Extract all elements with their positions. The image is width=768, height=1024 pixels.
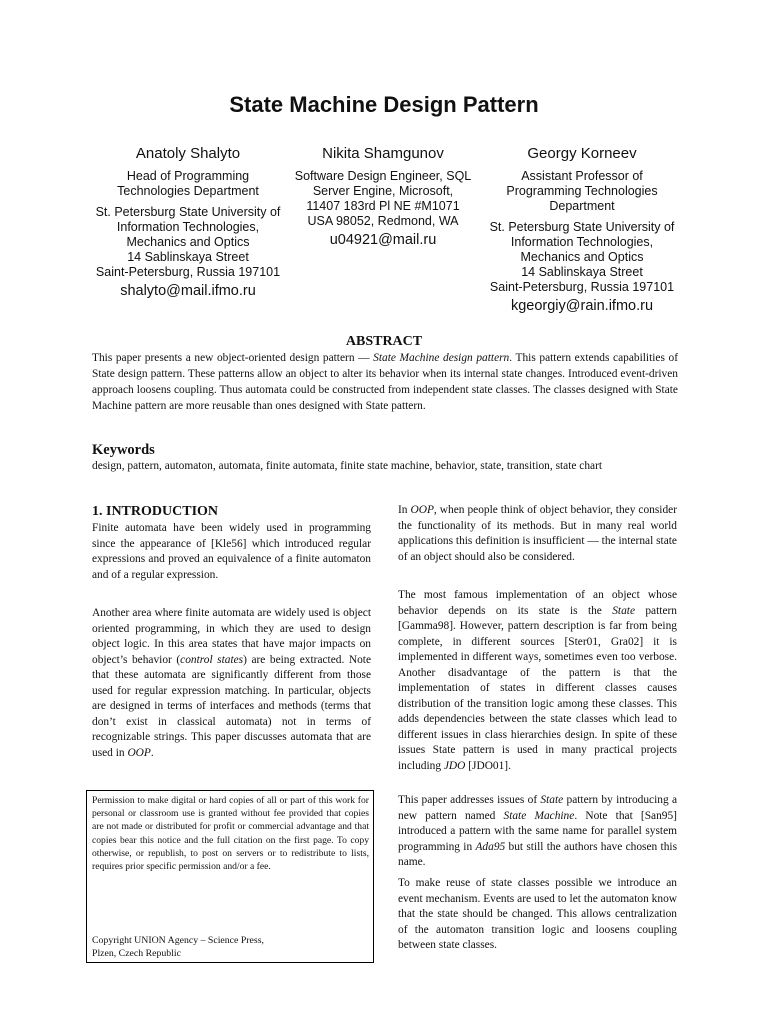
keywords-text: design, pattern, automaton, automata, finite automata, finite state machine, behavior, state, transition, state chart xyxy=(92,460,603,472)
author-position-line: Server Engine, Microsoft, xyxy=(312,184,454,198)
copyright-line: Copyright UNION Agency – Science Press, xyxy=(92,935,264,946)
author-email[interactable]: kgeorgiy@rain.ifmo.ru xyxy=(510,298,654,314)
intro-paragraph: In OOP, when people think of object behavior, they consider the functionality of its methods. But in many real world applications this definition is insufficient — the internal state of an object should also be considered. xyxy=(398,504,677,563)
permission-text: Permission to make digital or hard copies of all or part of this work for personal or classroom use is granted without fee provided that copies are not made or distributed for profit or commercial advantage and that copies bear this notice and the full citation on the first page. To copy otherwise, or republish, to post on servers or to redistribute to lists, requires prior specific permission and/or a fee. xyxy=(92,795,369,873)
author-affiliation-line: 14 Sablinskaya Street xyxy=(521,265,643,279)
intro-paragraph: Another area where finite automata are widely used is object oriented programming, in which they are used to design object logic. In this area states that have major impacts on object’s behavior (control states) are being extracted. Note that these automata are significantly different from those used for regular expression matching. In particular, objects are designed in terms of interfaces and methods (terms that don’t exist in classical automata) not in terms of recognizable strings. This paper discusses automata that are used in OOP. xyxy=(92,607,371,759)
author-position-line: Programming Technologies xyxy=(506,184,658,198)
author-email[interactable]: shalyto@mail.ifmo.ru xyxy=(120,283,256,299)
permission-box xyxy=(86,790,374,963)
abstract-text: This paper presents a new object-oriented design pattern — State Machine design pattern. This pattern extends capabilities of State design pattern. These patterns allow an object to alter its behavior when its internal state changes. Introduced event-driven approach loosens coupling. Thus automata could be constructed from independent state classes. The classes designed with State Machine pattern are more reusable than ones designed with State pattern. xyxy=(92,352,679,412)
author-name: Georgy Korneev xyxy=(527,145,637,162)
author-affiliation-line: St. Petersburg State University of xyxy=(95,205,281,219)
author-affiliation-line: 14 Sablinskaya Street xyxy=(127,250,249,264)
author-position-line: Technologies Department xyxy=(117,184,259,198)
author-affiliation-line: Saint-Petersburg, Russia 197101 xyxy=(95,265,281,279)
author-affiliation-line: Information Technologies, xyxy=(116,220,260,234)
author-block-shalyto xyxy=(82,145,294,299)
author-position-line: Assistant Professor of xyxy=(521,169,643,183)
author-position-line: 11407 183rd Pl NE #M1071 xyxy=(306,199,460,213)
author-affiliation-line: Mechanics and Optics xyxy=(126,235,250,249)
paper-title: State Machine Design Pattern xyxy=(229,92,539,117)
author-position-line: Head of Programming xyxy=(126,169,250,183)
author-position-line: Department xyxy=(549,199,615,213)
intro-paragraph: To make reuse of state classes possible we introduce an event mechanism. Events are used to let the automaton know that the state should be changed. This allows centralization of the automaton transition logic and loosens coupling between state classes. xyxy=(398,877,677,951)
intro-paragraph: Finite automata have been widely used in programming since the appearance of [Kle56] which introduced regular expressions and proved an equivalence of a finite automaton and of a regular expression. xyxy=(92,522,371,581)
author-block-korneev xyxy=(478,145,686,314)
author-affiliation-line: Saint-Petersburg, Russia 197101 xyxy=(489,280,675,294)
author-affiliation-line: St. Petersburg State University of xyxy=(489,220,675,234)
author-position-line: USA 98052, Redmond, WA xyxy=(307,214,459,228)
abstract-heading: ABSTRACT xyxy=(345,334,423,349)
introduction-heading: 1. INTRODUCTION xyxy=(92,504,219,519)
author-name: Nikita Shamgunov xyxy=(322,145,444,162)
author-affiliation-line: Information Technologies, xyxy=(510,235,654,249)
author-name: Anatoly Shalyto xyxy=(135,145,241,162)
copyright-notice xyxy=(92,934,369,960)
author-position-line: Software Design Engineer, SQL xyxy=(294,169,472,183)
intro-paragraph: This paper addresses issues of State pattern by introducing a new pattern named State Machine. Note that [San95] introduced a pattern with the same name for parallel system programming in Ada95 but still the authors have chosen this name. xyxy=(398,794,677,868)
intro-paragraph: The most famous implementation of an object whose behavior depends on its state is the State pattern [Gamma98]. However, pattern description is far from being complete, in different sources [Ster01, Gra02] it is implemented in different ways, sometimes even too verbose. Another disadvantage of the pattern is that the implementation of states in different classes causes distribution of the transition logic among these classes. This adds dependencies between the state classes which lead to different issues in class hierarchies design. In spite of these issues State pattern is used in many practical projects including JDO [JDO01]. xyxy=(398,589,677,772)
keywords-heading: Keywords xyxy=(92,442,155,458)
author-block-shamgunov xyxy=(283,145,483,248)
author-email[interactable]: u04921@mail.ru xyxy=(329,232,437,248)
author-affiliation-line: Mechanics and Optics xyxy=(520,250,644,264)
copyright-line: Plzen, Czech Republic xyxy=(92,948,181,960)
